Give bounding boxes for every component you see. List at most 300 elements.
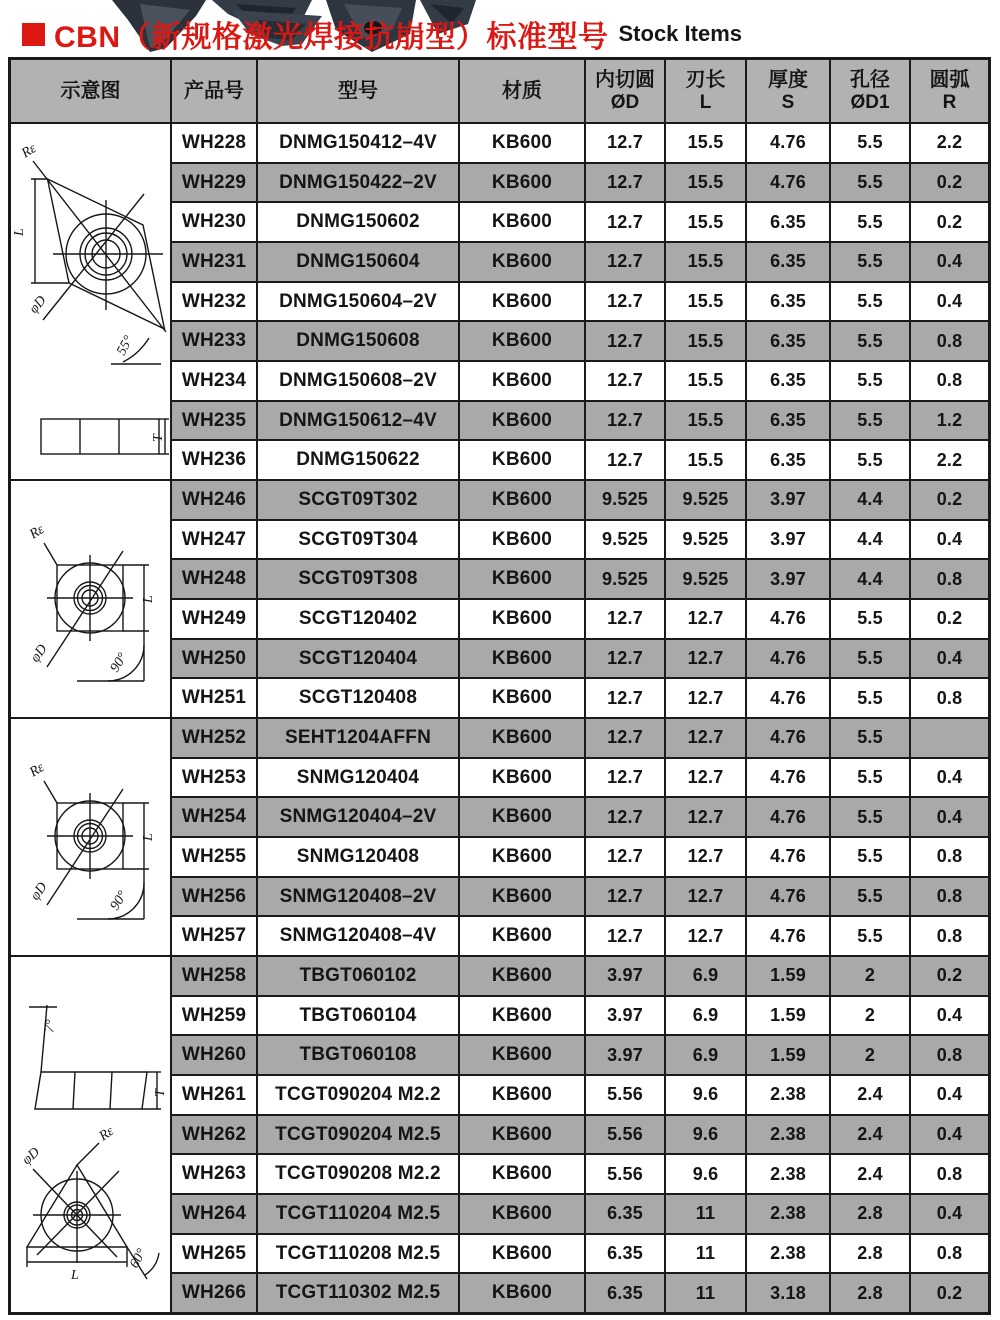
- cell-inscribed-circle: 12.7: [586, 759, 664, 797]
- cell-product-number: WH256: [172, 878, 256, 916]
- cell-corner-radius: 0.4: [911, 1076, 988, 1114]
- cell-inscribed-circle: 12.7: [586, 441, 664, 479]
- cell-model: TCGT090208 M2.2: [258, 1155, 458, 1193]
- schematic-label-bevel-angle: 7°: [42, 1018, 60, 1034]
- table-row: [172, 1155, 988, 1193]
- header-edge-length: 刃长 L: [666, 60, 745, 122]
- schematic-label-diameter: φD: [26, 293, 50, 317]
- cell-material: KB600: [460, 322, 584, 360]
- cell-product-number: WH228: [172, 124, 256, 162]
- cell-thickness: 4.76: [747, 917, 829, 955]
- schematic-label-diameter: φD: [27, 642, 51, 666]
- cell-product-number: WH259: [172, 997, 256, 1035]
- cell-edge-length: 12.7: [666, 838, 745, 876]
- cell-hole-diameter: 4.4: [831, 521, 909, 559]
- cell-material: KB600: [460, 838, 584, 876]
- cell-material: KB600: [460, 719, 584, 757]
- cell-corner-radius: 0.4: [911, 1195, 988, 1233]
- cell-product-number: WH232: [172, 283, 256, 321]
- cell-thickness: 2.38: [747, 1235, 829, 1273]
- cell-thickness: 2.38: [747, 1195, 829, 1233]
- schematic-label-angle: 90°: [107, 888, 131, 914]
- table-row: [172, 243, 988, 281]
- table-row: [172, 164, 988, 202]
- cell-product-number: WH254: [172, 798, 256, 836]
- cell-product-number: WH231: [172, 243, 256, 281]
- cell-product-number: WH251: [172, 679, 256, 717]
- page-title-english: Stock Items: [618, 21, 742, 46]
- schematic-triangle-insert-diagram: [11, 957, 170, 1312]
- spec-table: [8, 57, 991, 1315]
- cell-inscribed-circle: 12.7: [586, 203, 664, 241]
- cell-edge-length: 9.6: [666, 1076, 745, 1114]
- cell-corner-radius: 2.2: [911, 124, 988, 162]
- cell-thickness: 6.35: [747, 283, 829, 321]
- cell-material: KB600: [460, 521, 584, 559]
- cell-model: TBGT060108: [258, 1036, 458, 1074]
- cell-thickness: 2.38: [747, 1076, 829, 1114]
- cell-product-number: WH246: [172, 481, 256, 519]
- cell-edge-length: 15.5: [666, 124, 745, 162]
- cell-model: TCGT110204 M2.5: [258, 1195, 458, 1233]
- cell-thickness: 4.76: [747, 600, 829, 638]
- table-group-scgt: [11, 481, 988, 717]
- cell-inscribed-circle: 12.7: [586, 243, 664, 281]
- cell-material: KB600: [460, 203, 584, 241]
- cell-model: SNMG120408–4V: [258, 917, 458, 955]
- cell-edge-length: 12.7: [666, 917, 745, 955]
- table-row: [172, 1274, 988, 1312]
- cell-hole-diameter: 5.5: [831, 878, 909, 916]
- cell-corner-radius: 0.4: [911, 243, 988, 281]
- cell-thickness: 6.35: [747, 402, 829, 440]
- cell-corner-radius: 2.2: [911, 441, 988, 479]
- cell-material: KB600: [460, 362, 584, 400]
- cell-model: SCGT09T308: [258, 560, 458, 598]
- cell-model: DNMG150604: [258, 243, 458, 281]
- cell-thickness: 6.35: [747, 322, 829, 360]
- cell-thickness: 4.76: [747, 798, 829, 836]
- cell-corner-radius: 0.2: [911, 600, 988, 638]
- cell-product-number: WH262: [172, 1116, 256, 1154]
- cell-edge-length: 12.7: [666, 679, 745, 717]
- cell-corner-radius: 0.8: [911, 1235, 988, 1273]
- cell-model: SCGT120402: [258, 600, 458, 638]
- cell-corner-radius: 0.8: [911, 1036, 988, 1074]
- cell-model: DNMG150608–2V: [258, 362, 458, 400]
- table-header-row: [11, 60, 988, 122]
- cell-material: KB600: [460, 640, 584, 678]
- cell-thickness: 6.35: [747, 203, 829, 241]
- cell-model: SNMG120408: [258, 838, 458, 876]
- table-row: [172, 600, 988, 638]
- cell-edge-length: 12.7: [666, 878, 745, 916]
- cell-corner-radius: 0.8: [911, 838, 988, 876]
- table-row: [172, 283, 988, 321]
- table-row: [172, 560, 988, 598]
- cell-hole-diameter: 4.4: [831, 481, 909, 519]
- cell-material: KB600: [460, 481, 584, 519]
- cell-material: KB600: [460, 600, 584, 638]
- cell-hole-diameter: 5.5: [831, 679, 909, 717]
- cell-corner-radius: 0.2: [911, 203, 988, 241]
- cell-edge-length: 15.5: [666, 203, 745, 241]
- cell-inscribed-circle: 9.525: [586, 521, 664, 559]
- cell-corner-radius: 0.4: [911, 997, 988, 1035]
- table-row: [172, 1036, 988, 1074]
- table-group-rows: [172, 124, 988, 479]
- cell-thickness: 4.76: [747, 164, 829, 202]
- cell-inscribed-circle: 12.7: [586, 322, 664, 360]
- cell-corner-radius: 0.8: [911, 362, 988, 400]
- cell-corner-radius: 0.4: [911, 798, 988, 836]
- cell-hole-diameter: 2: [831, 957, 909, 995]
- cell-thickness: 2.38: [747, 1155, 829, 1193]
- schematic-label-edge-length: L: [12, 228, 27, 236]
- cell-model: DNMG150622: [258, 441, 458, 479]
- table-row: [172, 878, 988, 916]
- cell-inscribed-circle: 12.7: [586, 679, 664, 717]
- cell-edge-length: 12.7: [666, 719, 745, 757]
- cell-hole-diameter: 2: [831, 997, 909, 1035]
- cell-hole-diameter: 5.5: [831, 917, 909, 955]
- header-product-number: 产品号: [172, 60, 256, 122]
- table-row: [172, 917, 988, 955]
- table-group-tcgt: [11, 957, 988, 1312]
- cell-edge-length: 12.7: [666, 600, 745, 638]
- cell-material: KB600: [460, 1076, 584, 1114]
- cell-hole-diameter: 5.5: [831, 283, 909, 321]
- page-title: CBN（新规格激光焊接抗崩型）标准型号: [54, 21, 609, 54]
- table-row: [172, 798, 988, 836]
- header-model: 型号: [258, 60, 458, 122]
- cell-corner-radius: 0.8: [911, 917, 988, 955]
- cell-product-number: WH255: [172, 838, 256, 876]
- schematic-square-insert-diagram: [11, 481, 170, 717]
- cell-product-number: WH253: [172, 759, 256, 797]
- cell-product-number: WH236: [172, 441, 256, 479]
- cell-model: SCGT09T304: [258, 521, 458, 559]
- cell-model: DNMG150602: [258, 203, 458, 241]
- cell-product-number: WH266: [172, 1274, 256, 1312]
- cell-thickness: 3.97: [747, 481, 829, 519]
- cell-product-number: WH260: [172, 1036, 256, 1074]
- cell-model: TBGT060104: [258, 997, 458, 1035]
- schematic-label-edge-length: L: [71, 1268, 79, 1283]
- cell-hole-diameter: 4.4: [831, 560, 909, 598]
- cell-hole-diameter: 2.8: [831, 1274, 909, 1312]
- cell-hole-diameter: 5.5: [831, 759, 909, 797]
- cell-material: KB600: [460, 243, 584, 281]
- table-row: [172, 362, 988, 400]
- schematic-label-diameter: φD: [19, 1144, 43, 1168]
- table-group-rows: [172, 481, 988, 717]
- cell-inscribed-circle: 12.7: [586, 917, 664, 955]
- cell-corner-radius: 0.8: [911, 878, 988, 916]
- cell-edge-length: 15.5: [666, 322, 745, 360]
- cell-corner-radius: 0.8: [911, 322, 988, 360]
- cell-material: KB600: [460, 1195, 584, 1233]
- cell-inscribed-circle: 3.97: [586, 997, 664, 1035]
- cell-inscribed-circle: 5.56: [586, 1076, 664, 1114]
- cell-thickness: 1.59: [747, 997, 829, 1035]
- table-row: [172, 481, 988, 519]
- cell-hole-diameter: 5.5: [831, 798, 909, 836]
- cell-model: DNMG150608: [258, 322, 458, 360]
- header-corner-radius: 圆弧 R: [911, 60, 988, 122]
- header-inscribed-circle: 内切圆 ØD: [586, 60, 664, 122]
- cell-model: SCGT09T302: [258, 481, 458, 519]
- cell-edge-length: 9.525: [666, 521, 745, 559]
- cell-hole-diameter: 5.5: [831, 600, 909, 638]
- cell-corner-radius: 0.2: [911, 164, 988, 202]
- cell-inscribed-circle: 12.7: [586, 283, 664, 321]
- cell-hole-diameter: 2.4: [831, 1116, 909, 1154]
- cell-inscribed-circle: 6.35: [586, 1235, 664, 1273]
- cell-product-number: WH258: [172, 957, 256, 995]
- cell-material: KB600: [460, 1155, 584, 1193]
- cell-corner-radius: 0.2: [911, 957, 988, 995]
- schematic-diamond-insert-diagram: [11, 124, 170, 479]
- schematic-label-angle: 55°: [114, 333, 137, 358]
- schematic-label-angle: 60°: [127, 1246, 150, 1271]
- table-row: [172, 719, 988, 757]
- cell-material: KB600: [460, 441, 584, 479]
- header-hole-diameter: 孔径 ØD1: [831, 60, 909, 122]
- cell-corner-radius: 0.4: [911, 283, 988, 321]
- cell-material: KB600: [460, 1274, 584, 1312]
- cell-corner-radius: 0.4: [911, 1116, 988, 1154]
- cell-inscribed-circle: 5.56: [586, 1116, 664, 1154]
- cell-hole-diameter: 2.8: [831, 1235, 909, 1273]
- cell-corner-radius: 0.8: [911, 1155, 988, 1193]
- cell-model: SCGT120408: [258, 679, 458, 717]
- schematic-label-edge-length: L: [141, 833, 156, 841]
- cell-hole-diameter: 5.5: [831, 164, 909, 202]
- table-row: [172, 322, 988, 360]
- table-row: [172, 838, 988, 876]
- cell-inscribed-circle: 12.7: [586, 719, 664, 757]
- cell-material: KB600: [460, 283, 584, 321]
- cell-inscribed-circle: 12.7: [586, 878, 664, 916]
- cell-inscribed-circle: 12.7: [586, 124, 664, 162]
- cell-hole-diameter: 2: [831, 1036, 909, 1074]
- table-row: [172, 957, 988, 995]
- table-row: [172, 441, 988, 479]
- table-row: [172, 679, 988, 717]
- cell-corner-radius: 0.4: [911, 521, 988, 559]
- cell-edge-length: 15.5: [666, 283, 745, 321]
- cell-edge-length: 9.525: [666, 481, 745, 519]
- cell-edge-length: 11: [666, 1274, 745, 1312]
- table-row: [172, 402, 988, 440]
- cell-material: KB600: [460, 679, 584, 717]
- cell-material: KB600: [460, 759, 584, 797]
- cell-model: DNMG150604–2V: [258, 283, 458, 321]
- cell-edge-length: 12.7: [666, 640, 745, 678]
- cell-model: TCGT090204 M2.2: [258, 1076, 458, 1114]
- cell-model: TBGT060102: [258, 957, 458, 995]
- table-group-rows: [172, 719, 988, 955]
- cell-model: TCGT110208 M2.5: [258, 1235, 458, 1273]
- cell-edge-length: 15.5: [666, 243, 745, 281]
- title-band: [0, 0, 1000, 57]
- cell-hole-diameter: 5.5: [831, 719, 909, 757]
- cell-product-number: WH248: [172, 560, 256, 598]
- cell-material: KB600: [460, 124, 584, 162]
- cell-thickness: 4.76: [747, 719, 829, 757]
- cell-thickness: 3.97: [747, 560, 829, 598]
- cell-material: KB600: [460, 917, 584, 955]
- cell-thickness: 4.76: [747, 679, 829, 717]
- cell-product-number: WH257: [172, 917, 256, 955]
- cell-product-number: WH230: [172, 203, 256, 241]
- cell-edge-length: 12.7: [666, 759, 745, 797]
- cell-thickness: 3.18: [747, 1274, 829, 1312]
- cell-inscribed-circle: 12.7: [586, 600, 664, 638]
- cell-model: DNMG150422–2V: [258, 164, 458, 202]
- schematic-label-thickness: T: [153, 1089, 168, 1097]
- cell-model: DNMG150612–4V: [258, 402, 458, 440]
- cell-corner-radius: 0.4: [911, 759, 988, 797]
- cell-inscribed-circle: 3.97: [586, 1036, 664, 1074]
- cell-inscribed-circle: 6.35: [586, 1195, 664, 1233]
- cell-model: TCGT110302 M2.5: [258, 1274, 458, 1312]
- cell-product-number: WH261: [172, 1076, 256, 1114]
- cell-edge-length: 9.6: [666, 1116, 745, 1154]
- cell-material: KB600: [460, 1116, 584, 1154]
- cell-product-number: WH252: [172, 719, 256, 757]
- cell-edge-length: 6.9: [666, 957, 745, 995]
- cell-inscribed-circle: 12.7: [586, 640, 664, 678]
- cell-corner-radius: [911, 719, 988, 757]
- cell-inscribed-circle: 9.525: [586, 481, 664, 519]
- cell-edge-length: 12.7: [666, 798, 745, 836]
- cell-hole-diameter: 5.5: [831, 322, 909, 360]
- cell-inscribed-circle: 12.7: [586, 402, 664, 440]
- cell-material: KB600: [460, 402, 584, 440]
- cell-thickness: 4.76: [747, 759, 829, 797]
- cell-edge-length: 6.9: [666, 1036, 745, 1074]
- cell-corner-radius: 0.2: [911, 481, 988, 519]
- cell-material: KB600: [460, 878, 584, 916]
- cell-inscribed-circle: 9.525: [586, 560, 664, 598]
- cell-material: KB600: [460, 1235, 584, 1273]
- cell-thickness: 6.35: [747, 362, 829, 400]
- cell-product-number: WH250: [172, 640, 256, 678]
- table-row: [172, 1076, 988, 1114]
- cell-material: KB600: [460, 1036, 584, 1074]
- cell-inscribed-circle: 6.35: [586, 1274, 664, 1312]
- cell-model: DNMG150412–4V: [258, 124, 458, 162]
- schematic-label-corner-radius: Rε: [27, 760, 48, 781]
- table-row: [172, 521, 988, 559]
- table-group-snmg: [11, 719, 988, 955]
- cell-hole-diameter: 2.4: [831, 1076, 909, 1114]
- cell-model: SCGT120404: [258, 640, 458, 678]
- table-row: [172, 1116, 988, 1154]
- cell-edge-length: 15.5: [666, 441, 745, 479]
- cell-hole-diameter: 5.5: [831, 124, 909, 162]
- cell-corner-radius: 1.2: [911, 402, 988, 440]
- table-group-rows: [172, 957, 988, 1312]
- table-row: [172, 1195, 988, 1233]
- cell-product-number: WH234: [172, 362, 256, 400]
- cell-inscribed-circle: 12.7: [586, 838, 664, 876]
- cell-thickness: 4.76: [747, 838, 829, 876]
- title-square-marker: [22, 23, 45, 46]
- cell-product-number: WH233: [172, 322, 256, 360]
- cell-product-number: WH264: [172, 1195, 256, 1233]
- cell-hole-diameter: 5.5: [831, 243, 909, 281]
- cell-product-number: WH235: [172, 402, 256, 440]
- cell-hole-diameter: 5.5: [831, 640, 909, 678]
- table-row: [172, 1235, 988, 1273]
- header-thickness: 厚度 S: [747, 60, 829, 122]
- schematic-label-corner-radius: Rε: [96, 1123, 117, 1145]
- cell-model: SNMG120404–2V: [258, 798, 458, 836]
- schematic-label-corner-radius: Rε: [19, 141, 40, 162]
- cell-inscribed-circle: 3.97: [586, 957, 664, 995]
- cell-hole-diameter: 5.5: [831, 362, 909, 400]
- cell-edge-length: 15.5: [666, 362, 745, 400]
- cell-thickness: 4.76: [747, 640, 829, 678]
- table-group-dnmg: [11, 124, 988, 479]
- cell-inscribed-circle: 12.7: [586, 798, 664, 836]
- cell-hole-diameter: 2.4: [831, 1155, 909, 1193]
- cell-material: KB600: [460, 798, 584, 836]
- cell-hole-diameter: 5.5: [831, 402, 909, 440]
- cell-inscribed-circle: 5.56: [586, 1155, 664, 1193]
- table-row: [172, 203, 988, 241]
- cell-thickness: 6.35: [747, 243, 829, 281]
- cell-product-number: WH263: [172, 1155, 256, 1193]
- table-row: [172, 640, 988, 678]
- cell-model: SEHT1204AFFN: [258, 719, 458, 757]
- cell-thickness: 3.97: [747, 521, 829, 559]
- header-material: 材质: [460, 60, 584, 122]
- schematic-label-thickness: T: [151, 434, 166, 442]
- cell-material: KB600: [460, 957, 584, 995]
- schematic-label-diameter: φD: [27, 880, 51, 904]
- cell-material: KB600: [460, 560, 584, 598]
- cell-thickness: 1.59: [747, 957, 829, 995]
- cell-hole-diameter: 5.5: [831, 441, 909, 479]
- cell-corner-radius: 0.8: [911, 560, 988, 598]
- cell-thickness: 4.76: [747, 878, 829, 916]
- cell-model: SNMG120408–2V: [258, 878, 458, 916]
- cell-product-number: WH265: [172, 1235, 256, 1273]
- cell-edge-length: 15.5: [666, 402, 745, 440]
- header-schematic: 示意图: [11, 60, 170, 122]
- cell-product-number: WH229: [172, 164, 256, 202]
- cell-edge-length: 15.5: [666, 164, 745, 202]
- cell-corner-radius: 0.8: [911, 679, 988, 717]
- table-row: [172, 759, 988, 797]
- schematic-label-angle: 90°: [107, 650, 131, 676]
- cell-edge-length: 11: [666, 1195, 745, 1233]
- cell-thickness: 4.76: [747, 124, 829, 162]
- schematic-square-insert-diagram: [11, 719, 170, 955]
- cell-model: SNMG120404: [258, 759, 458, 797]
- cell-product-number: WH249: [172, 600, 256, 638]
- schematic-label-corner-radius: Rε: [27, 522, 48, 543]
- table-row: [172, 124, 988, 162]
- cell-corner-radius: 0.2: [911, 1274, 988, 1312]
- cell-edge-length: 9.525: [666, 560, 745, 598]
- cell-edge-length: 9.6: [666, 1155, 745, 1193]
- cell-hole-diameter: 2.8: [831, 1195, 909, 1233]
